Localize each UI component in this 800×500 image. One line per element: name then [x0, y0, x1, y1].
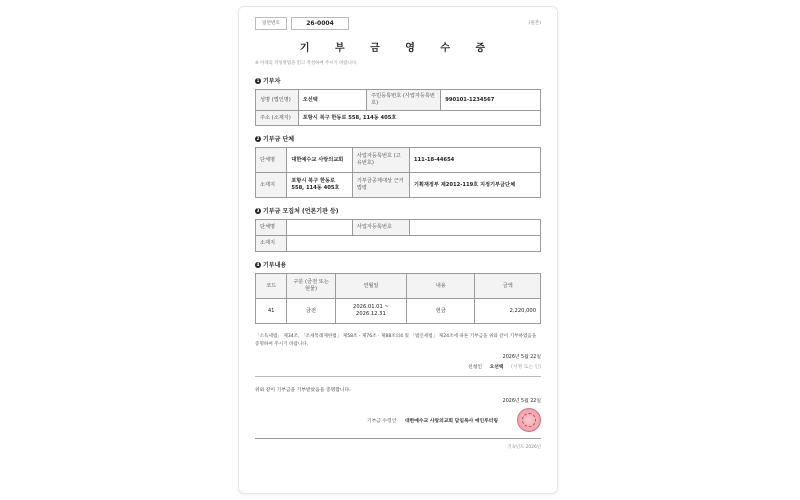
donor-address-label: 주소 (소재지): [256, 111, 299, 126]
confirm-text: 위와 같이 기부금을 기부받았음을 증명합니다.: [255, 388, 351, 393]
org-bizno-label: 사업자등록번호 (고유번호): [352, 148, 409, 173]
divider: [255, 438, 541, 439]
collector-bizno-label: 사업자등록번호: [352, 220, 409, 236]
donor-id-label: 주민등록번호 (사업자등록번호): [367, 90, 441, 111]
section-number-icon: 4: [256, 261, 260, 267]
table-row: [256, 299, 541, 324]
org-basis-value: 기획재정부 제2012-119호 지정기부금단체: [409, 173, 540, 198]
collector-name-value: [287, 220, 353, 236]
receipt-paper: [238, 6, 558, 494]
donor-address-value: 포항시 북구 한동로 558, 114동 405호: [298, 111, 540, 126]
org-address-label: 소재지: [256, 173, 287, 198]
collector-name-label: 단체명: [256, 220, 287, 236]
section-donor-title: [255, 76, 541, 85]
sign-note: (서명 또는 인): [511, 365, 541, 370]
org-name-value: 대한예수교 사랑의교회: [287, 148, 353, 173]
org-name-label: 단체명: [256, 148, 287, 173]
divider: [255, 376, 541, 377]
donation-header-type: 구분 (금전 또는 현물): [287, 274, 335, 299]
collector-address-value: [287, 236, 541, 252]
donation-header-content: 내용: [407, 274, 475, 299]
donor-name-value: 오선택: [298, 90, 366, 111]
collector-bizno-value: [409, 220, 540, 236]
section-org-title: [255, 134, 541, 143]
donation-table: [255, 273, 541, 324]
section-collector-title: [255, 206, 541, 215]
donation-code: 41: [256, 299, 287, 324]
confirm-date: 2026년 5월 22일: [502, 399, 541, 404]
applicant-date: 2026년 5월 22일: [502, 355, 541, 360]
section-number-icon: 1: [256, 77, 260, 83]
section-org-label: 기부금 단체: [263, 136, 295, 143]
top-row: [255, 17, 541, 33]
donor-name-label: 성명 (법인명): [256, 90, 299, 111]
donation-header-code: 코드: [256, 274, 287, 299]
donor-id-value: 990101-1234567: [441, 90, 541, 111]
serial-label: 일련번호: [255, 17, 287, 30]
copy-tag: (원본): [528, 21, 541, 26]
legal-text: 「소득세법」 제34조, 「조세특례제한법」 제58조 · 제76조 · 제88조의4 및 「법인세법」 제24조에 따른 기부금을 위와 같이 기부하였음을 증명하여 주시기 바랍니다.: [255, 334, 537, 347]
applicant-name: 오선택: [489, 365, 504, 370]
applicant-label: 신청인: [468, 365, 483, 370]
serial-value: 26-0004: [291, 17, 349, 30]
section-donation-title: [255, 260, 541, 269]
donation-content: 헌금: [407, 299, 475, 324]
donation-date: 2026.01.01 ~ 2026.12.31: [335, 299, 406, 324]
notice-text: ※ 아래의 작성방법을 읽고 작성하여 주시기 바랍니다.: [255, 61, 358, 66]
recipient-row: [255, 408, 541, 432]
recipient-name: 대한예수교 사랑의교회 담임목사 애인루터링: [405, 419, 499, 424]
recipient-label: 기부금 수령인: [367, 419, 397, 424]
section-donor-label: 기부자: [263, 78, 281, 85]
donation-type: 금전: [287, 299, 335, 324]
org-table: [255, 147, 541, 198]
section-donation-label: 기부내용: [263, 262, 287, 269]
section-number-icon: 3: [256, 207, 260, 213]
footer-note: 귀속년도 2026년: [507, 445, 541, 450]
document-title: 기 부 금 영 수 증: [299, 43, 497, 54]
section-collector-label: 기부금 모집처 (언론기관 등): [263, 208, 339, 215]
seal-stamp-icon: [517, 408, 541, 432]
donation-header-date: 연월일: [335, 274, 406, 299]
donation-amount: 2,220,000: [475, 299, 541, 324]
donor-table: [255, 89, 541, 126]
applicant-row: [255, 363, 541, 370]
donation-header-amount: 금액: [475, 274, 541, 299]
section-number-icon: 2: [256, 135, 260, 141]
collector-table: [255, 219, 541, 252]
org-basis-label: 기부금공제대상 근거법령: [352, 173, 409, 198]
collector-address-label: 소재지: [256, 236, 287, 252]
org-address-value: 포항시 북구 한동로 558, 114동 405호: [287, 173, 353, 198]
org-bizno-value: 111-18-44654: [409, 148, 540, 173]
